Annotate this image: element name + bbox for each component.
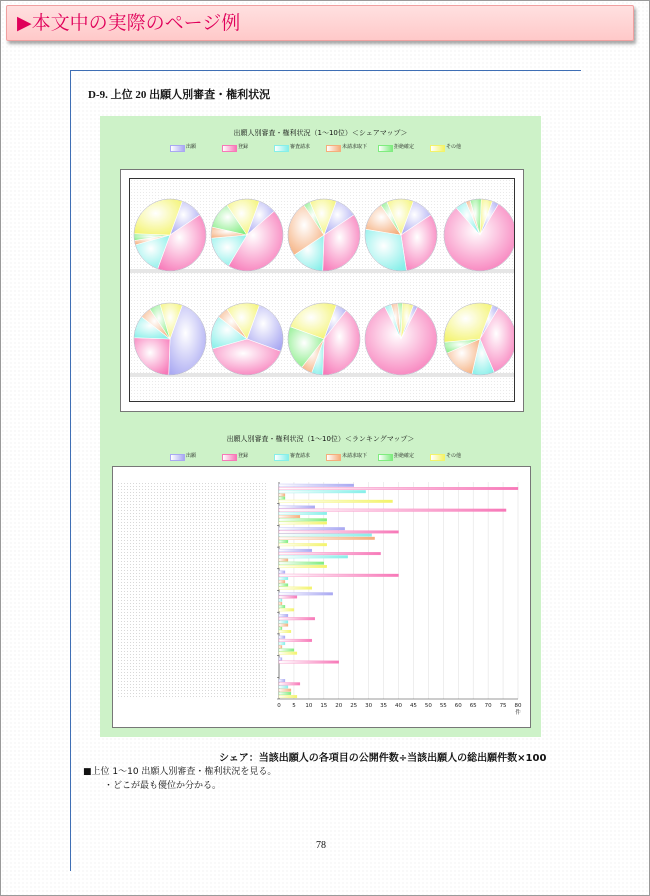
- x-tick-label: 15: [320, 703, 328, 709]
- bar: [279, 531, 399, 534]
- legend-swatch: [170, 145, 185, 152]
- bar: [279, 519, 327, 522]
- legend-label: その他: [446, 453, 462, 459]
- pie-slice: [365, 229, 406, 271]
- x-tick-label: 20: [335, 703, 343, 709]
- share-map-title: 出願人別審査・権利状況（1～10位）＜シェアマップ＞: [233, 129, 408, 137]
- ranking-map-svg: [113, 467, 530, 727]
- legend-swatch: [274, 145, 289, 152]
- legend-swatch: [378, 145, 393, 152]
- legend-label: 拒絶確定: [394, 453, 415, 459]
- pie-chart: [211, 199, 283, 271]
- bar: [279, 679, 285, 682]
- pie-chart: [211, 303, 283, 375]
- ranking-map-title: 出願人別審査・権利状況（1～10位）＜ランキングマップ＞: [226, 435, 415, 443]
- pie-slice: [134, 338, 170, 375]
- legend-label: 登録: [238, 144, 249, 150]
- bar: [279, 527, 345, 530]
- bar: [279, 556, 348, 559]
- bar: [279, 605, 285, 608]
- bar: [279, 630, 291, 633]
- x-tick-label: 50: [424, 703, 432, 709]
- bar: [279, 577, 288, 580]
- legend-swatch: [222, 454, 237, 461]
- bar: [279, 652, 297, 655]
- bar: [279, 661, 339, 664]
- bar: [279, 537, 375, 540]
- x-tick-label: 45: [409, 703, 417, 709]
- report-heading: D-9. 上位 20 出願人別審査・権利状況: [88, 89, 271, 101]
- bar: [279, 500, 393, 503]
- bar: [279, 587, 312, 590]
- bar: [279, 522, 327, 525]
- pie-chart: [444, 303, 514, 375]
- legend-swatch: [378, 454, 393, 461]
- x-tick-label: 30: [365, 703, 373, 709]
- pie-chart: [134, 199, 206, 271]
- banner-title: ▶本文中の実際のページ例: [17, 12, 241, 34]
- legend-swatch: [430, 454, 445, 461]
- bar: [279, 695, 297, 698]
- bar: [279, 649, 294, 652]
- legend-label: 出願: [186, 144, 197, 150]
- pie-chart: [365, 199, 437, 271]
- bar: [279, 642, 285, 645]
- bar: [279, 593, 333, 596]
- bar: [279, 571, 285, 574]
- pie-chart: [288, 199, 360, 271]
- bar: [279, 559, 288, 562]
- legend-label: 審査請求: [290, 453, 311, 459]
- bar: [279, 509, 506, 512]
- legend-swatch: [170, 454, 185, 461]
- share-map-chart: [120, 169, 524, 412]
- share-map-plot-area: [129, 178, 515, 402]
- bar: [279, 506, 315, 509]
- bar: [279, 609, 294, 612]
- legend-label: 審査請求: [290, 144, 311, 150]
- pie-chart: [444, 199, 514, 271]
- pie-chart: [288, 303, 360, 375]
- summary-sub-bullet: ・どこが最も優位か分かる。: [104, 781, 222, 791]
- legend-label: 未請求取下: [342, 453, 368, 459]
- share-map-legend: [170, 143, 470, 153]
- bar: [279, 565, 327, 568]
- bar: [279, 497, 285, 500]
- bar: [279, 636, 285, 639]
- x-tick-label: 40: [395, 703, 402, 709]
- bar: [279, 534, 372, 537]
- bar: [279, 596, 297, 599]
- x-tick-label: 65: [469, 703, 477, 709]
- bar: [279, 602, 282, 605]
- ranking-map-chart: [112, 466, 531, 728]
- bar: [279, 515, 300, 518]
- legend-swatch: [326, 454, 341, 461]
- x-tick-label: 5: [292, 703, 296, 709]
- x-tick-label: 80: [514, 703, 522, 709]
- x-tick-label: 25: [350, 703, 358, 709]
- bar: [279, 562, 324, 565]
- bar: [279, 686, 288, 689]
- pie-chart: [365, 303, 437, 375]
- bar: [279, 487, 518, 490]
- bar: [279, 624, 288, 627]
- x-axis-unit: 件: [515, 710, 521, 716]
- chart-panel: [100, 116, 541, 737]
- ranking-map-legend: [170, 452, 470, 462]
- page-number: 78: [316, 840, 326, 851]
- bar: [279, 692, 291, 695]
- bar: [279, 658, 282, 661]
- bar: [279, 599, 282, 602]
- summary-bullet: ■上位 1～10 出願人別審査・権利状況を見る。: [83, 767, 277, 777]
- legend-swatch: [430, 145, 445, 152]
- bar: [279, 683, 300, 686]
- bar: [279, 543, 327, 546]
- share-map-svg: [130, 179, 514, 401]
- x-tick-label: 0: [277, 703, 281, 709]
- bar: [279, 512, 327, 515]
- bar: [279, 646, 282, 649]
- bar: [279, 621, 288, 624]
- legend-swatch: [326, 145, 341, 152]
- bar: [279, 574, 399, 577]
- pie-chart: [134, 303, 206, 375]
- legend-swatch: [222, 145, 237, 152]
- legend-label: 登録: [238, 453, 249, 459]
- bar: [279, 494, 285, 497]
- legend-label: 拒絶確定: [394, 144, 415, 150]
- bar: [279, 617, 315, 620]
- bar: [279, 689, 291, 692]
- bar: [279, 614, 288, 617]
- legend-label: その他: [446, 144, 462, 150]
- share-definition-note: シェア：当該出願人の各項目の公開件数÷当該出願人の総出願件数×100: [219, 753, 547, 764]
- bar: [279, 484, 354, 487]
- x-tick-label: 10: [305, 703, 313, 709]
- bar: [279, 549, 312, 552]
- bar: [279, 639, 312, 642]
- x-tick-label: 70: [484, 703, 492, 709]
- legend-label: 未請求取下: [342, 144, 368, 150]
- x-tick-label: 35: [380, 703, 388, 709]
- bar: [279, 552, 381, 555]
- section-banner: [6, 5, 634, 41]
- x-tick-label: 55: [439, 703, 447, 709]
- legend-swatch: [274, 454, 289, 461]
- bar: [279, 627, 282, 630]
- bar: [279, 540, 288, 543]
- bar: [279, 584, 288, 587]
- bar: [279, 580, 285, 583]
- x-tick-label: 60: [454, 703, 462, 709]
- x-tick-label: 75: [499, 703, 507, 709]
- legend-label: 出願: [186, 453, 197, 459]
- bar: [279, 490, 366, 493]
